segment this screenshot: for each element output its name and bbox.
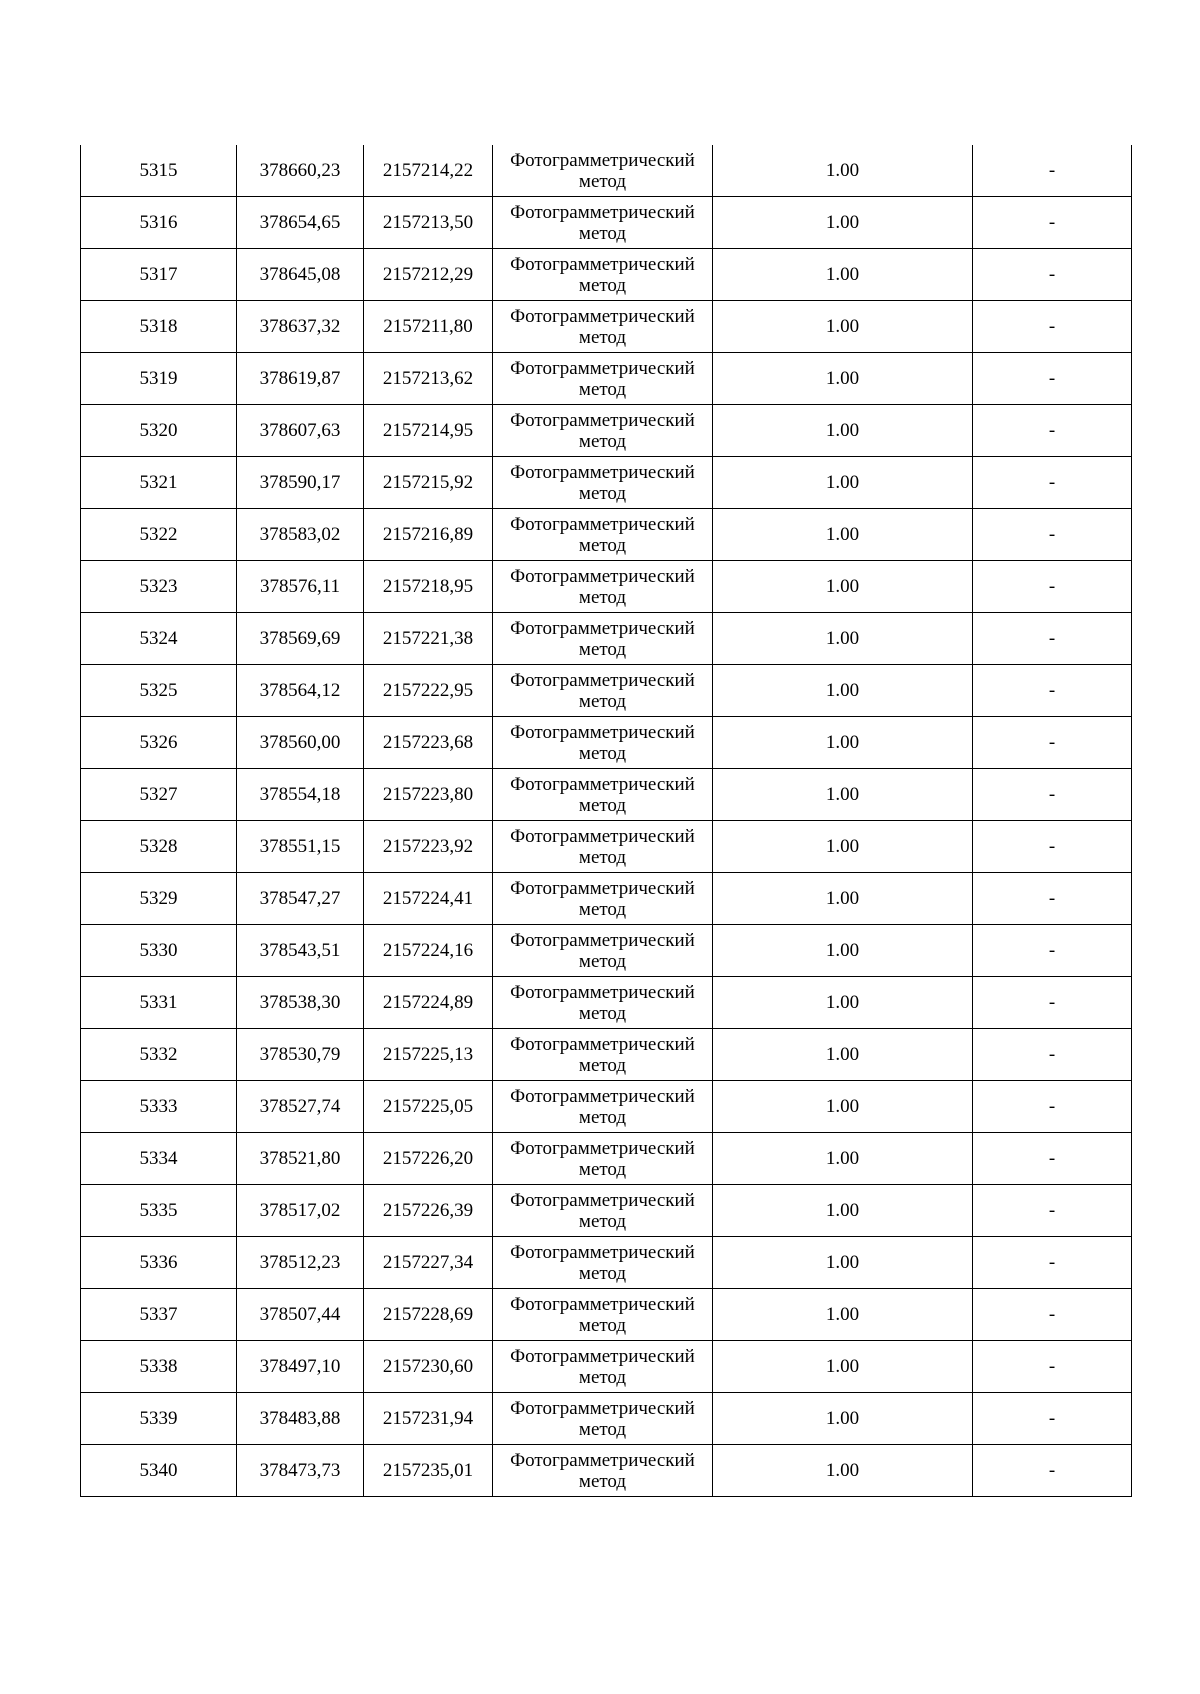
table-row: [81, 457, 1132, 509]
point-number-cell: 5329: [81, 873, 237, 925]
description-cell: -: [973, 665, 1132, 717]
accuracy-cell: 1.00: [713, 1341, 973, 1393]
table-row: [81, 1185, 1132, 1237]
method-line-1: Фотограмметрический: [510, 513, 695, 535]
x-coordinate-cell: 378473,73: [237, 1445, 364, 1497]
method-line-1: Фотограмметрический: [510, 1449, 695, 1471]
point-number-cell: 5316: [81, 197, 237, 249]
y-coordinate-cell: 2157223,68: [364, 717, 493, 769]
y-coordinate-cell: 2157224,89: [364, 977, 493, 1029]
description-cell: -: [973, 301, 1132, 353]
method-line-2: метод: [578, 482, 627, 504]
x-coordinate-cell: 378619,87: [237, 353, 364, 405]
method-cell: [493, 769, 713, 821]
accuracy-cell: 1.00: [713, 249, 973, 301]
method-line-2: метод: [578, 1002, 627, 1024]
point-number-cell: 5340: [81, 1445, 237, 1497]
table-row: [81, 145, 1132, 197]
table-row: [81, 665, 1132, 717]
x-coordinate-cell: 378547,27: [237, 873, 364, 925]
x-coordinate-cell: 378637,32: [237, 301, 364, 353]
y-coordinate-cell: 2157230,60: [364, 1341, 493, 1393]
method-line-2: метод: [578, 586, 627, 608]
y-coordinate-cell: 2157214,22: [364, 145, 493, 197]
method-cell: [493, 977, 713, 1029]
method-cell: [493, 301, 713, 353]
accuracy-cell: 1.00: [713, 1185, 973, 1237]
method-cell: [493, 1445, 713, 1497]
accuracy-cell: 1.00: [713, 301, 973, 353]
table-row: [81, 301, 1132, 353]
method-line-2: метод: [578, 430, 627, 452]
x-coordinate-cell: 378645,08: [237, 249, 364, 301]
method-line-1: Фотограмметрический: [510, 773, 695, 795]
method-line-2: метод: [578, 1470, 627, 1492]
table-row: [81, 405, 1132, 457]
accuracy-cell: 1.00: [713, 925, 973, 977]
description-cell: -: [973, 353, 1132, 405]
point-number-cell: 5323: [81, 561, 237, 613]
description-cell: -: [973, 405, 1132, 457]
description-cell: -: [973, 1185, 1132, 1237]
point-number-cell: 5326: [81, 717, 237, 769]
description-cell: -: [973, 561, 1132, 613]
coordinates-table: [80, 145, 1132, 1497]
accuracy-cell: 1.00: [713, 561, 973, 613]
point-number-cell: 5318: [81, 301, 237, 353]
method-line-1: Фотограмметрический: [510, 981, 695, 1003]
table-row: [81, 717, 1132, 769]
point-number-cell: 5334: [81, 1133, 237, 1185]
point-number-cell: 5339: [81, 1393, 237, 1445]
method-line-2: метод: [578, 1418, 627, 1440]
point-number-cell: 5335: [81, 1185, 237, 1237]
method-line-1: Фотограмметрический: [510, 617, 695, 639]
method-line-2: метод: [578, 1366, 627, 1388]
method-line-1: Фотограмметрический: [510, 149, 695, 171]
accuracy-cell: 1.00: [713, 405, 973, 457]
description-cell: -: [973, 249, 1132, 301]
point-number-cell: 5337: [81, 1289, 237, 1341]
method-cell: [493, 457, 713, 509]
method-cell: [493, 717, 713, 769]
description-cell: -: [973, 1445, 1132, 1497]
method-line-1: Фотограмметрический: [510, 461, 695, 483]
table-row: [81, 249, 1132, 301]
point-number-cell: 5317: [81, 249, 237, 301]
description-cell: -: [973, 145, 1132, 197]
accuracy-cell: 1.00: [713, 1289, 973, 1341]
description-cell: -: [973, 1289, 1132, 1341]
y-coordinate-cell: 2157226,39: [364, 1185, 493, 1237]
point-number-cell: 5320: [81, 405, 237, 457]
method-line-1: Фотограмметрический: [510, 409, 695, 431]
accuracy-cell: 1.00: [713, 1237, 973, 1289]
method-line-1: Фотограмметрический: [510, 357, 695, 379]
table-row: [81, 977, 1132, 1029]
method-cell: [493, 1393, 713, 1445]
accuracy-cell: 1.00: [713, 821, 973, 873]
y-coordinate-cell: 2157224,41: [364, 873, 493, 925]
description-cell: -: [973, 1133, 1132, 1185]
x-coordinate-cell: 378530,79: [237, 1029, 364, 1081]
method-line-2: метод: [578, 326, 627, 348]
y-coordinate-cell: 2157213,50: [364, 197, 493, 249]
method-line-2: метод: [578, 1262, 627, 1284]
method-line-1: Фотограмметрический: [510, 1189, 695, 1211]
point-number-cell: 5333: [81, 1081, 237, 1133]
point-number-cell: 5315: [81, 145, 237, 197]
method-line-1: Фотограмметрический: [510, 1345, 695, 1367]
accuracy-cell: 1.00: [713, 1393, 973, 1445]
x-coordinate-cell: 378554,18: [237, 769, 364, 821]
x-coordinate-cell: 378507,44: [237, 1289, 364, 1341]
x-coordinate-cell: 378569,69: [237, 613, 364, 665]
accuracy-cell: 1.00: [713, 613, 973, 665]
point-number-cell: 5322: [81, 509, 237, 561]
method-line-1: Фотограмметрический: [510, 1085, 695, 1107]
table-row: [81, 821, 1132, 873]
y-coordinate-cell: 2157213,62: [364, 353, 493, 405]
x-coordinate-cell: 378483,88: [237, 1393, 364, 1445]
table-row: [81, 769, 1132, 821]
point-number-cell: 5325: [81, 665, 237, 717]
table-row: [81, 925, 1132, 977]
table-row: [81, 873, 1132, 925]
x-coordinate-cell: 378564,12: [237, 665, 364, 717]
accuracy-cell: 1.00: [713, 1081, 973, 1133]
method-line-1: Фотограмметрический: [510, 201, 695, 223]
accuracy-cell: 1.00: [713, 145, 973, 197]
point-number-cell: 5332: [81, 1029, 237, 1081]
point-number-cell: 5336: [81, 1237, 237, 1289]
table-row: [81, 1445, 1132, 1497]
method-line-2: метод: [578, 898, 627, 920]
x-coordinate-cell: 378497,10: [237, 1341, 364, 1393]
accuracy-cell: 1.00: [713, 197, 973, 249]
accuracy-cell: 1.00: [713, 717, 973, 769]
method-cell: [493, 145, 713, 197]
description-cell: -: [973, 613, 1132, 665]
method-line-1: Фотограмметрический: [510, 565, 695, 587]
point-number-cell: 5328: [81, 821, 237, 873]
y-coordinate-cell: 2157223,92: [364, 821, 493, 873]
table-row: [81, 1237, 1132, 1289]
x-coordinate-cell: 378607,63: [237, 405, 364, 457]
description-cell: -: [973, 1029, 1132, 1081]
table-row: [81, 1081, 1132, 1133]
method-cell: [493, 405, 713, 457]
table-row: [81, 197, 1132, 249]
method-line-1: Фотограмметрический: [510, 1033, 695, 1055]
x-coordinate-cell: 378590,17: [237, 457, 364, 509]
accuracy-cell: 1.00: [713, 1029, 973, 1081]
method-cell: [493, 1081, 713, 1133]
description-cell: -: [973, 457, 1132, 509]
y-coordinate-cell: 2157222,95: [364, 665, 493, 717]
method-line-1: Фотограмметрический: [510, 1241, 695, 1263]
y-coordinate-cell: 2157224,16: [364, 925, 493, 977]
method-cell: [493, 665, 713, 717]
method-line-1: Фотограмметрический: [510, 929, 695, 951]
accuracy-cell: 1.00: [713, 769, 973, 821]
point-number-cell: 5331: [81, 977, 237, 1029]
point-number-cell: 5327: [81, 769, 237, 821]
method-line-1: Фотограмметрический: [510, 825, 695, 847]
method-cell: [493, 613, 713, 665]
method-line-1: Фотограмметрический: [510, 1137, 695, 1159]
method-cell: [493, 197, 713, 249]
point-number-cell: 5330: [81, 925, 237, 977]
y-coordinate-cell: 2157225,13: [364, 1029, 493, 1081]
method-cell: [493, 249, 713, 301]
accuracy-cell: 1.00: [713, 353, 973, 405]
x-coordinate-cell: 378583,02: [237, 509, 364, 561]
description-cell: -: [973, 977, 1132, 1029]
method-cell: [493, 1289, 713, 1341]
point-number-cell: 5319: [81, 353, 237, 405]
method-line-2: метод: [578, 1106, 627, 1128]
coordinates-table-body: [81, 145, 1132, 1497]
y-coordinate-cell: 2157214,95: [364, 405, 493, 457]
table-row: [81, 509, 1132, 561]
x-coordinate-cell: 378576,11: [237, 561, 364, 613]
y-coordinate-cell: 2157212,29: [364, 249, 493, 301]
description-cell: -: [973, 197, 1132, 249]
x-coordinate-cell: 378560,00: [237, 717, 364, 769]
x-coordinate-cell: 378517,02: [237, 1185, 364, 1237]
method-cell: [493, 821, 713, 873]
table-row: [81, 1029, 1132, 1081]
method-line-2: метод: [578, 846, 627, 868]
point-number-cell: 5338: [81, 1341, 237, 1393]
method-cell: [493, 353, 713, 405]
y-coordinate-cell: 2157228,69: [364, 1289, 493, 1341]
accuracy-cell: 1.00: [713, 1133, 973, 1185]
y-coordinate-cell: 2157231,94: [364, 1393, 493, 1445]
y-coordinate-cell: 2157225,05: [364, 1081, 493, 1133]
table-row: [81, 613, 1132, 665]
method-line-2: метод: [578, 274, 627, 296]
method-cell: [493, 1237, 713, 1289]
method-cell: [493, 561, 713, 613]
description-cell: -: [973, 1341, 1132, 1393]
table-row: [81, 561, 1132, 613]
method-line-2: метод: [578, 170, 627, 192]
x-coordinate-cell: 378543,51: [237, 925, 364, 977]
method-cell: [493, 925, 713, 977]
x-coordinate-cell: 378521,80: [237, 1133, 364, 1185]
method-line-1: Фотограмметрический: [510, 253, 695, 275]
y-coordinate-cell: 2157216,89: [364, 509, 493, 561]
method-line-2: метод: [578, 690, 627, 712]
accuracy-cell: 1.00: [713, 1445, 973, 1497]
method-line-1: Фотограмметрический: [510, 305, 695, 327]
accuracy-cell: 1.00: [713, 977, 973, 1029]
description-cell: -: [973, 1237, 1132, 1289]
table-row: [81, 353, 1132, 405]
method-line-1: Фотограмметрический: [510, 721, 695, 743]
description-cell: -: [973, 1393, 1132, 1445]
description-cell: -: [973, 509, 1132, 561]
method-cell: [493, 873, 713, 925]
method-line-2: метод: [578, 1158, 627, 1180]
y-coordinate-cell: 2157215,92: [364, 457, 493, 509]
x-coordinate-cell: 378660,23: [237, 145, 364, 197]
method-cell: [493, 1185, 713, 1237]
method-cell: [493, 1341, 713, 1393]
table-row: [81, 1133, 1132, 1185]
method-line-1: Фотограмметрический: [510, 1397, 695, 1419]
table-row: [81, 1393, 1132, 1445]
x-coordinate-cell: 378551,15: [237, 821, 364, 873]
method-line-2: метод: [578, 378, 627, 400]
method-cell: [493, 1029, 713, 1081]
point-number-cell: 5324: [81, 613, 237, 665]
accuracy-cell: 1.00: [713, 873, 973, 925]
accuracy-cell: 1.00: [713, 457, 973, 509]
y-coordinate-cell: 2157221,38: [364, 613, 493, 665]
method-line-2: метод: [578, 742, 627, 764]
y-coordinate-cell: 2157218,95: [364, 561, 493, 613]
method-line-2: метод: [578, 1210, 627, 1232]
x-coordinate-cell: 378527,74: [237, 1081, 364, 1133]
y-coordinate-cell: 2157227,34: [364, 1237, 493, 1289]
description-cell: -: [973, 925, 1132, 977]
method-line-1: Фотограмметрический: [510, 877, 695, 899]
x-coordinate-cell: 378512,23: [237, 1237, 364, 1289]
method-line-2: метод: [578, 534, 627, 556]
method-line-2: метод: [578, 222, 627, 244]
y-coordinate-cell: 2157223,80: [364, 769, 493, 821]
method-cell: [493, 509, 713, 561]
table-row: [81, 1289, 1132, 1341]
description-cell: -: [973, 717, 1132, 769]
accuracy-cell: 1.00: [713, 665, 973, 717]
description-cell: -: [973, 1081, 1132, 1133]
accuracy-cell: 1.00: [713, 509, 973, 561]
description-cell: -: [973, 821, 1132, 873]
y-coordinate-cell: 2157226,20: [364, 1133, 493, 1185]
description-cell: -: [973, 873, 1132, 925]
x-coordinate-cell: 378654,65: [237, 197, 364, 249]
y-coordinate-cell: 2157235,01: [364, 1445, 493, 1497]
method-line-2: метод: [578, 1054, 627, 1076]
point-number-cell: 5321: [81, 457, 237, 509]
x-coordinate-cell: 378538,30: [237, 977, 364, 1029]
table-row: [81, 1341, 1132, 1393]
method-line-1: Фотограмметрический: [510, 669, 695, 691]
method-line-2: метод: [578, 1314, 627, 1336]
y-coordinate-cell: 2157211,80: [364, 301, 493, 353]
method-cell: [493, 1133, 713, 1185]
method-line-2: метод: [578, 794, 627, 816]
description-cell: -: [973, 769, 1132, 821]
method-line-2: метод: [578, 950, 627, 972]
method-line-2: метод: [578, 638, 627, 660]
method-line-1: Фотограмметрический: [510, 1293, 695, 1315]
